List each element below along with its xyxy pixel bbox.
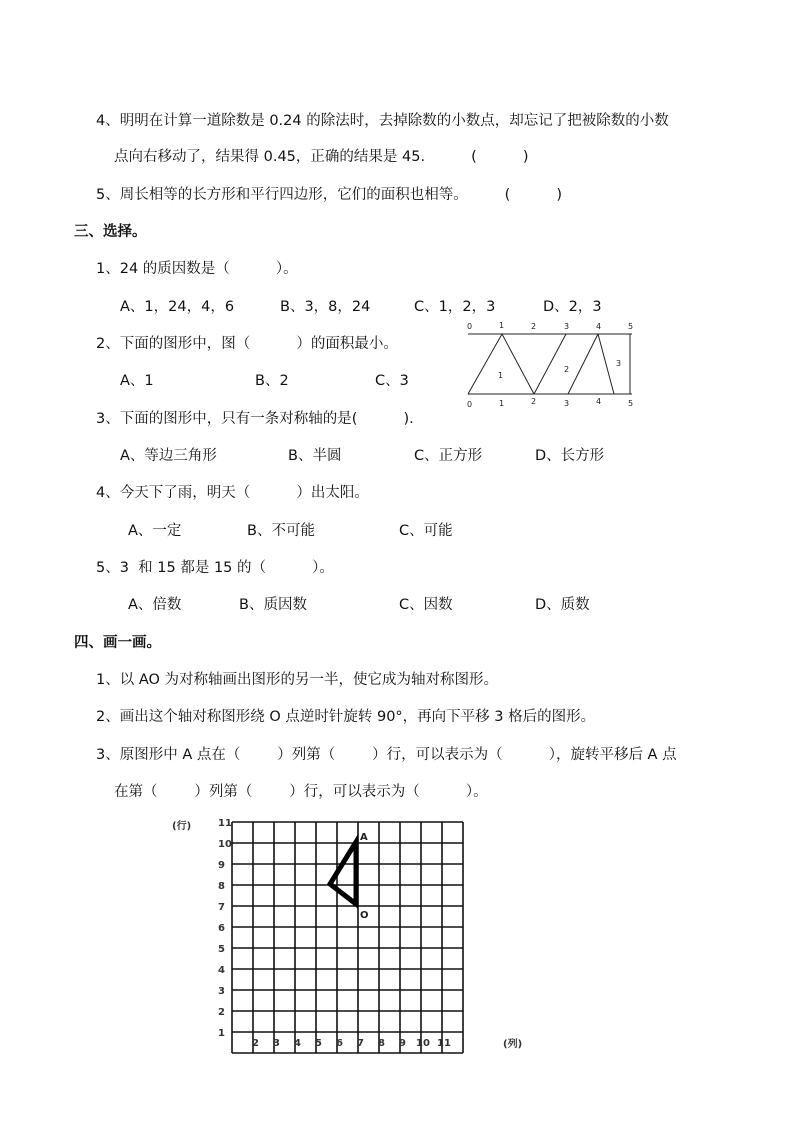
original-triangle	[330, 842, 356, 904]
y-tick-label: 9	[218, 860, 225, 871]
top-tick-1: 1	[499, 321, 505, 330]
s3-q1-option-b: B、3，8，24	[280, 299, 371, 315]
s3-q3-option-c: C、正方形	[414, 448, 483, 464]
s3-q1-text: 1、24 的质因数是（ ）。	[96, 261, 298, 277]
s3-q2-text: 2、下面的图形中，图（ ）的面积最小。	[96, 336, 398, 352]
top-tick-2: 2	[531, 322, 537, 331]
triangle-1	[468, 334, 534, 394]
x-tick-label: 9	[399, 1038, 406, 1049]
s3-q3-option-a: A、等边三角形	[120, 448, 217, 464]
x-ticks	[252, 1038, 451, 1049]
s3-q2-option-b: B、2	[255, 373, 289, 389]
s3-q5-text: 5、3 和 15 都是 15 的（ ）。	[96, 560, 334, 576]
shapes-figure	[460, 318, 640, 410]
shape-label-2: 2	[564, 365, 570, 374]
x-tick-label: 8	[378, 1038, 385, 1049]
x-tick-label: 3	[273, 1038, 280, 1049]
bottom-tick-2: 2	[531, 397, 537, 406]
y-tick-label: 8	[218, 881, 225, 892]
s3-q1-option-a: A、1，24，4，6	[120, 299, 235, 315]
y-tick-label: 11	[218, 818, 232, 829]
shape-label-3: 3	[616, 359, 622, 368]
x-tick-label: 7	[357, 1038, 364, 1049]
grid-figure	[168, 812, 540, 1056]
s4-q3-line1: 3、原图形中 A 点在（ ）列第（ ）行，可以表示为（ ），旋转平移后 A 点	[96, 747, 677, 763]
shape-label-1: 1	[498, 371, 504, 380]
x-tick-label: 6	[336, 1038, 343, 1049]
section3-heading: 三、选择。	[74, 224, 147, 240]
y-ticks	[218, 818, 232, 1039]
judge-q4-line1: 4、明明在计算一道除数是 0.24 的除法时，去掉除数的小数点，却忘记了把被除数的小数	[96, 113, 669, 129]
s3-q5-option-b: B、质因数	[239, 597, 307, 613]
s3-q4-option-a: A、一定	[128, 523, 182, 539]
s3-q5-option-c: C、因数	[399, 597, 453, 613]
x-axis-label: (列)	[503, 1039, 523, 1050]
s3-q3-option-b: B、半圆	[288, 448, 342, 464]
s4-q3-line2: 在第（ ）列第（ ）行，可以表示为（ ）。	[114, 784, 488, 800]
x-tick-label: 2	[252, 1038, 259, 1049]
y-tick-label: 5	[218, 944, 225, 955]
y-tick-label: 10	[218, 839, 232, 850]
s4-q2: 2、画出这个轴对称图形绕 O 点逆时针旋转 90°，再向下平移 3 格后的图形。	[96, 709, 596, 725]
top-tick-5: 5	[628, 322, 634, 331]
shape-3-diagonal	[598, 334, 614, 394]
y-axis-label: (行)	[172, 821, 192, 832]
top-tick-4: 4	[596, 322, 602, 331]
x-tick-label: 5	[315, 1038, 322, 1049]
bottom-tick-3: 3	[564, 399, 570, 408]
x-tick-label: 11	[437, 1038, 451, 1049]
y-tick-label: 6	[218, 923, 225, 934]
s3-q2-option-a: A、1	[120, 373, 154, 389]
y-tick-label: 7	[218, 902, 225, 913]
s3-q5-option-a: A、倍数	[128, 597, 182, 613]
y-tick-label: 3	[218, 986, 225, 997]
s3-q3-text: 3、下面的图形中，只有一条对称轴的是( ).	[96, 411, 414, 427]
point-a-label: A	[360, 832, 368, 843]
parallelogram-2	[534, 334, 598, 394]
top-tick-0: 0	[467, 322, 473, 331]
bottom-tick-4: 4	[596, 397, 602, 406]
s4-q1: 1、以 AO 为对称轴画出图形的另一半，使它成为轴对称图形。	[96, 672, 499, 688]
s3-q4-text: 4、今天下了雨，明天（ ）出太阳。	[96, 485, 369, 501]
judge-q4-line2: 点向右移动了，结果得 0.45，正确的结果是 45. ( )	[114, 149, 529, 165]
y-tick-label: 1	[218, 1028, 225, 1039]
s3-q3-option-d: D、长方形	[535, 448, 605, 464]
s3-q4-option-b: B、不可能	[247, 523, 315, 539]
point-o-label: O	[360, 910, 369, 921]
y-tick-label: 2	[218, 1007, 225, 1018]
top-tick-3: 3	[564, 322, 570, 331]
s3-q5-option-d: D、质数	[535, 597, 590, 613]
s3-q4-option-c: C、可能	[399, 523, 453, 539]
bottom-tick-0: 0	[467, 400, 473, 409]
x-tick-label: 10	[416, 1038, 430, 1049]
bottom-tick-1: 1	[499, 399, 505, 408]
s3-q2-option-c: C、3	[375, 373, 409, 389]
judge-q5: 5、周长相等的长方形和平行四边形，它们的面积也相等。 ( )	[96, 187, 563, 203]
section4-heading: 四、画一画。	[74, 635, 161, 651]
y-tick-label: 4	[218, 965, 225, 976]
x-tick-label: 4	[294, 1038, 301, 1049]
s3-q1-option-d: D、2，3	[543, 299, 602, 315]
bottom-tick-5: 5	[628, 399, 634, 408]
s3-q1-option-c: C、1，2，3	[414, 299, 496, 315]
